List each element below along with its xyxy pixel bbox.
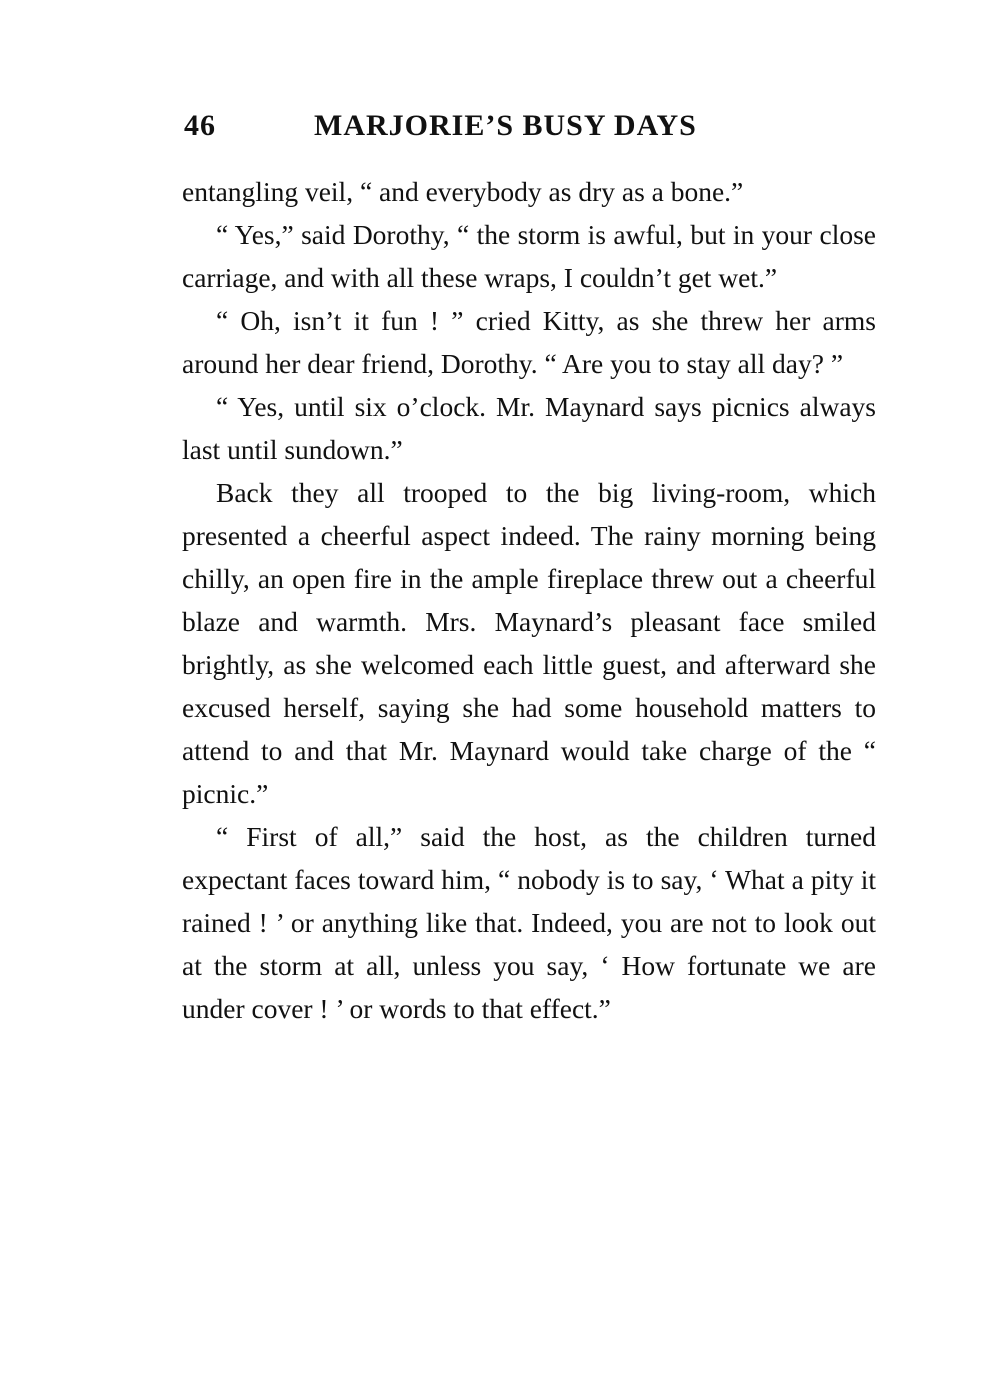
paragraph: “ Yes, until six o’clock. Mr. Maynard says picnics always last until sundown.” — [182, 391, 876, 465]
body-text — [182, 170, 876, 1030]
running-head — [184, 106, 884, 146]
paragraph: “ First of all,” said the host, as the children turned expectant faces toward him, “ nobody is to say, ‘ What a pity it rained ! ’ or anything like that. Indeed, you are not to look out at the storm at all, unless you say, ‘ How fortunate we are under cover ! ’ or words to that effect.” — [182, 821, 876, 1024]
paragraph-continued: entangling veil, “ and everybody as dry as a bone.” — [182, 176, 744, 207]
paragraph: Back they all trooped to the big living-room, which presented a cheerful aspect indeed. The rainy morning being chilly, an open fire in the ample fireplace threw out a cheerful blaze and warmth. Mrs. Maynard’s pleasant face smiled brightly, as she welcomed each little guest, and afterward she excused herself, saying she had some household matters to attend to and that Mr. Maynard would take charge of the “ picnic.” — [182, 477, 876, 809]
paragraph: “ Yes,” said Dorothy, “ the storm is awful, but in your close carriage, and with all these wraps, I couldn’t get wet.” — [182, 219, 876, 293]
running-title: MARJORIE’S BUSY DAYS — [314, 109, 697, 142]
paragraph: “ Oh, isn’t it fun ! ” cried Kitty, as she threw her arms around her dear friend, Dorothy. “ Are you to stay all day? ” — [182, 305, 876, 379]
page-number: 46 — [184, 109, 216, 142]
